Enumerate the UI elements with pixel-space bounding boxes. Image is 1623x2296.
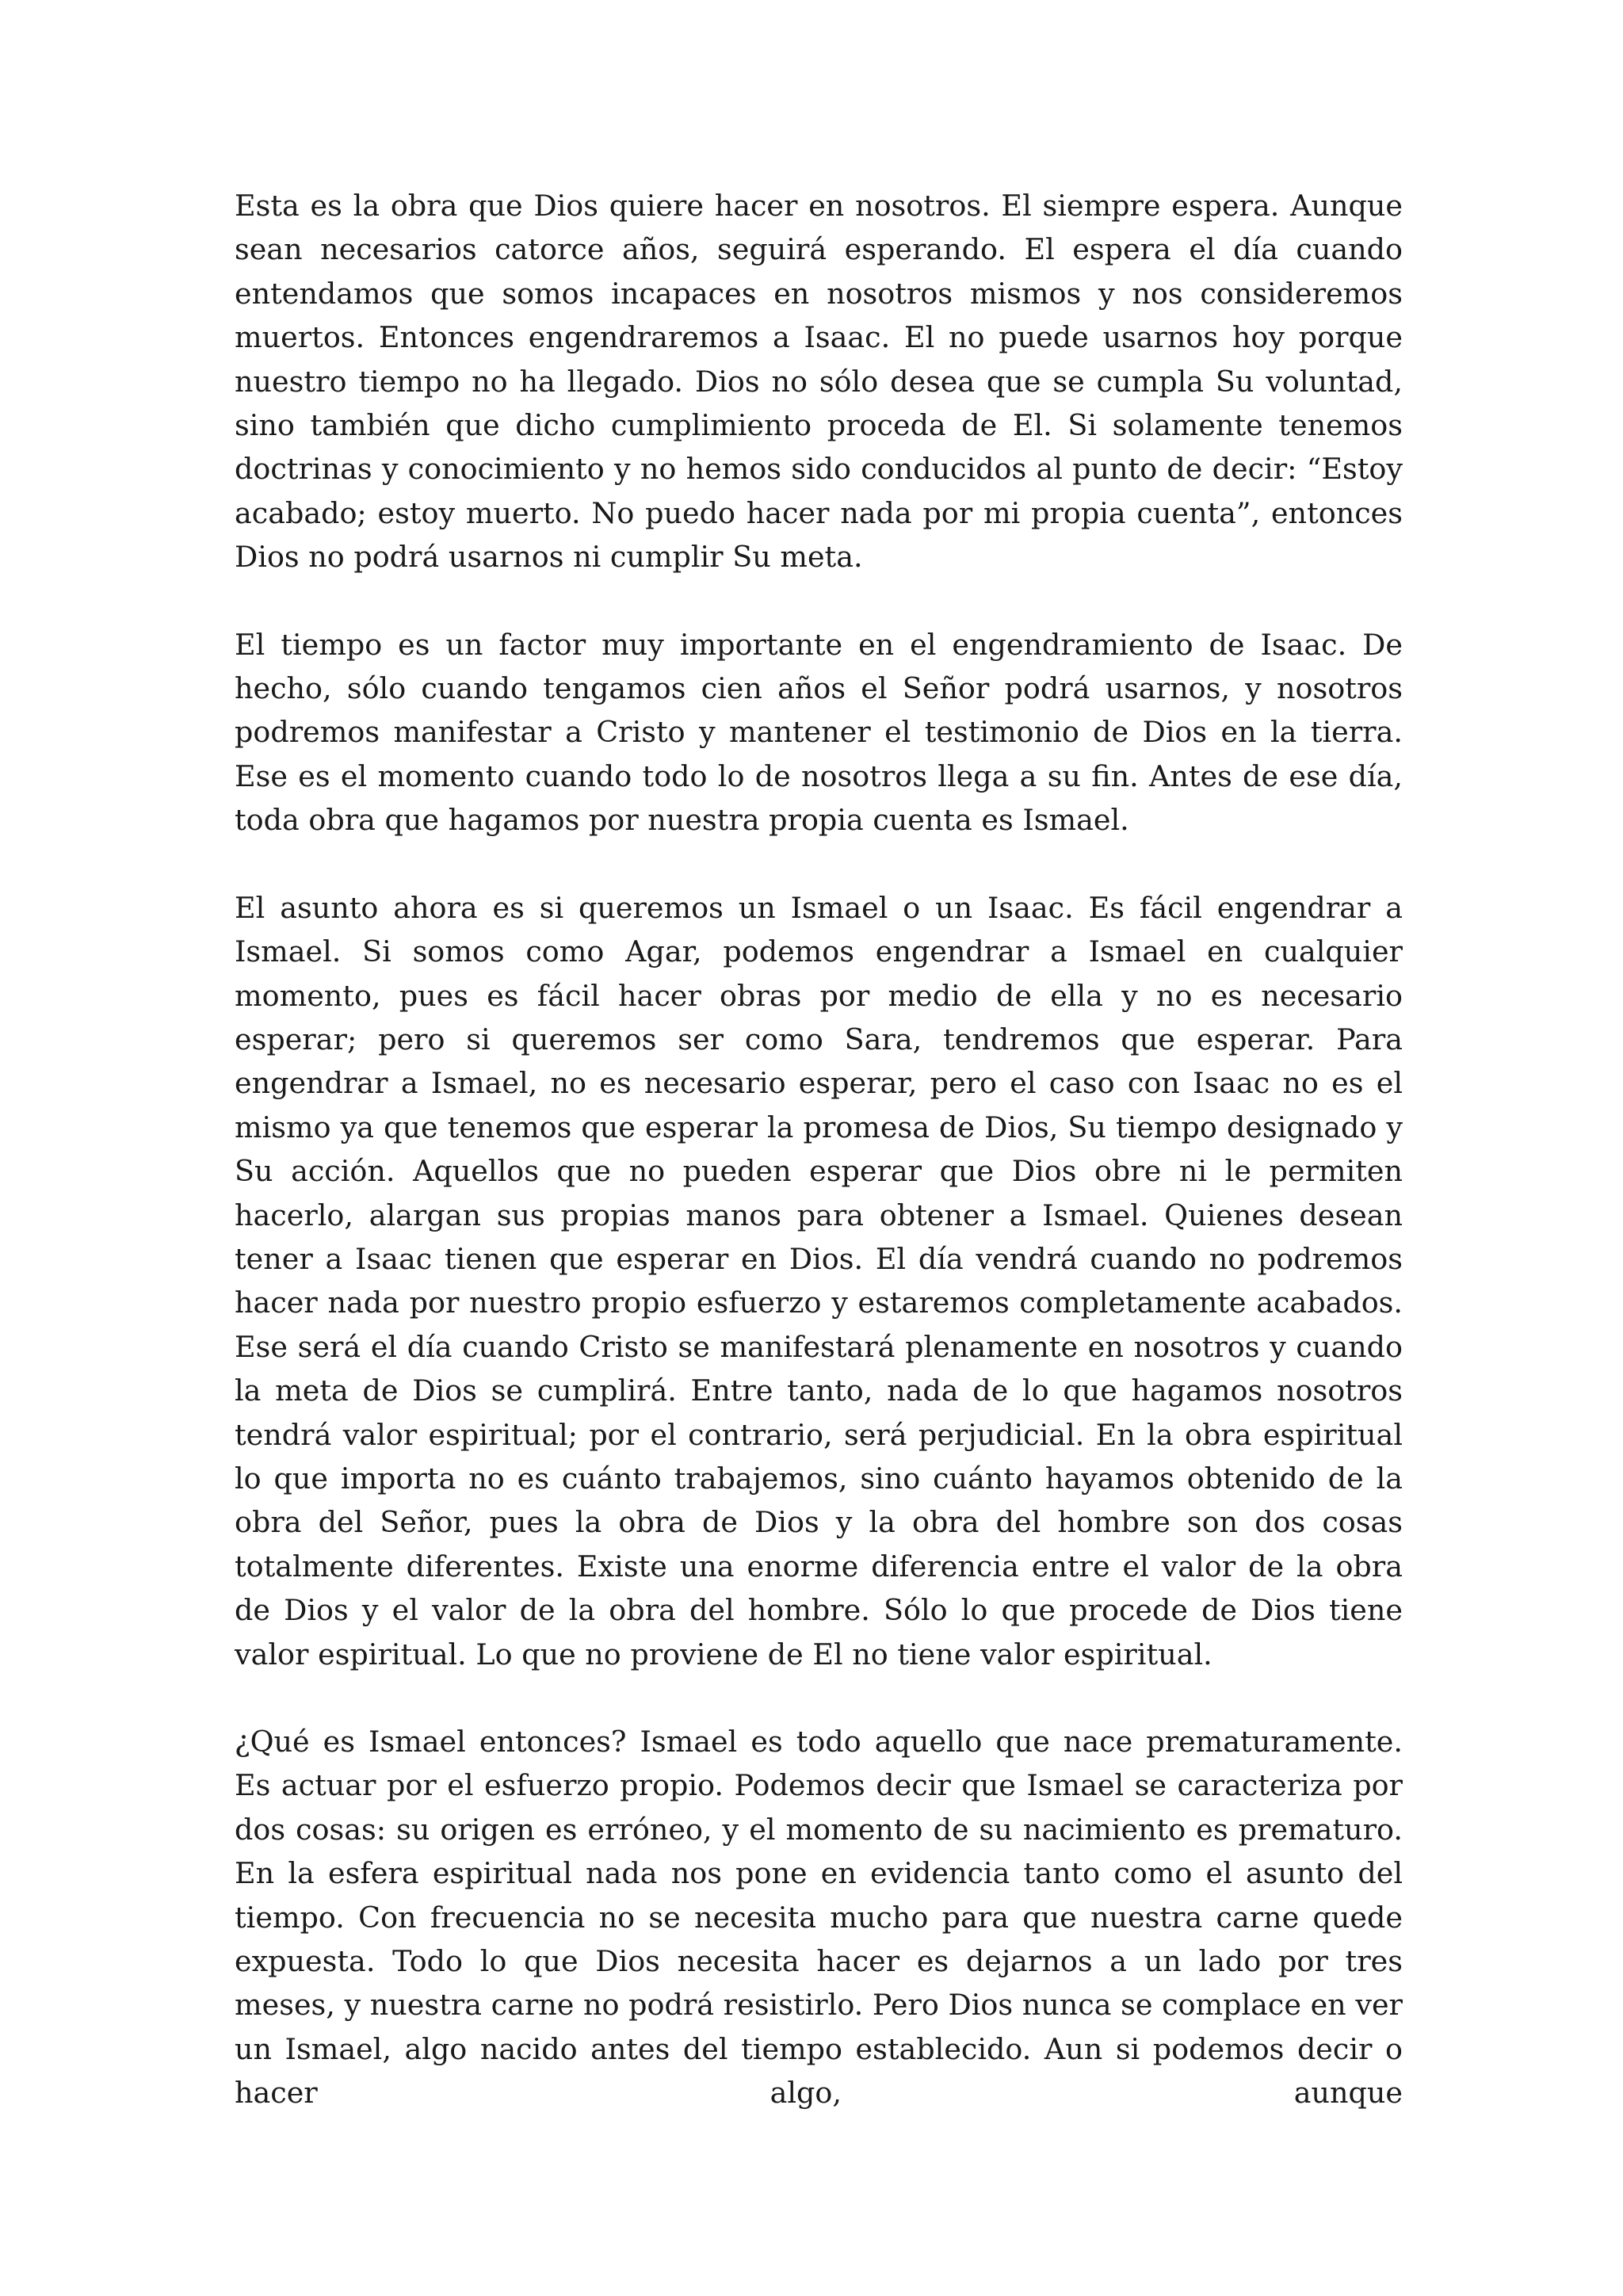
- paragraph: El asunto ahora es si queremos un Ismael o un Isaac. Es fácil engendrar a Ismael. Si somos como Agar, podemos engendrar a Ismael en cualquier momento, pues es fácil hacer obras por medio de ella y no es necesario esperar; pero si queremos ser como Sara, tendremos que esperar. Para engendrar a Ismael, no es necesario esperar, pero el caso con Isaac no es el mismo ya que tenemos que esperar la promesa de Dios, Su tiempo designado y Su acción. Aquellos que no pueden esperar que Dios obre ni le permiten hacerlo, alargan sus propias manos para obtener a Ismael. Quienes desean tener a Isaac tienen que esperar en Dios. El día vendrá cuando no podremos hacer nada por nuestro propio esfuerzo y estaremos completamente acabados. Ese será el día cuando Cristo se manifestará plenamente en nosotros y cuando la meta de Dios se cumplirá. Entre tanto, nada de lo que hagamos nosotros tendrá valor espiritual; por el contrario, será perjudicial. En la obra espiritual lo que importa no es cuánto trabajemos, sino cuánto hayamos obtenido de la obra del Señor, pues la obra de Dios y la obra del hombre son dos cosas totalmente diferentes. Existe una enorme diferencia entre el valor de la obra de Dios y el valor de la obra del hombre. Sólo lo que procede de Dios tiene valor espiritual. Lo que no proviene de El no tiene valor espiritual.: [235, 890, 1403, 1671]
- paragraph: ¿Qué es Ismael entonces? Ismael es todo aquello que nace prematuramente. Es actuar por el esfuerzo propio. Podemos decir que Ismael se caracteriza por dos cosas: su origen es erróneo, y el momento de su nacimiento es prematuro. En la esfera espiritual nada nos pone en evidencia tanto como el asunto del tiempo. Con frecuencia no se necesita mucho para que nuestra carne quede expuesta. Todo lo que Dios necesita hacer es dejarnos a un lado por tres meses, y nuestra carne no podrá resistirlo. Pero Dios nunca se complace en ver un Ismael, algo nacido antes del tiempo establecido. Aun si podemos decir o hacer algo, aunque: [235, 1725, 1403, 2111]
- paragraph: El tiempo es un factor muy importante en el engendramiento de Isaac. De hecho, sólo cuando tengamos cien años el Señor podrá usarnos, y nosotros podremos manifestar a Cristo y mantener el testimonio de Dios en la tierra. Ese es el momento cuando todo lo de nosotros llega a su fin. Antes de ese día, toda obra que hagamos por nuestra propia cuenta es Ismael.: [235, 627, 1403, 838]
- document-page: [235, 184, 1403, 2115]
- paragraph: Esta es la obra que Dios quiere hacer en nosotros. El siempre espera. Aunque sean necesarios catorce años, seguirá esperando. El espera el día cuando entendamos que somos incapaces en nosotros mismos y nos consideremos muertos. Entonces engendraremos a Isaac. El no puede usarnos hoy porque nuestro tiempo no ha llegado. Dios no sólo desea que se cumpla Su voluntad, sino también que dicho cumplimiento proceda de El. Si solamente tenemos doctrinas y conocimiento y no hemos sido conducidos al punto de decir: “Estoy acabado; estoy muerto. No puedo hacer nada por mi propia cuenta”, entonces Dios no podrá usarnos ni cumplir Su meta.: [235, 189, 1403, 575]
